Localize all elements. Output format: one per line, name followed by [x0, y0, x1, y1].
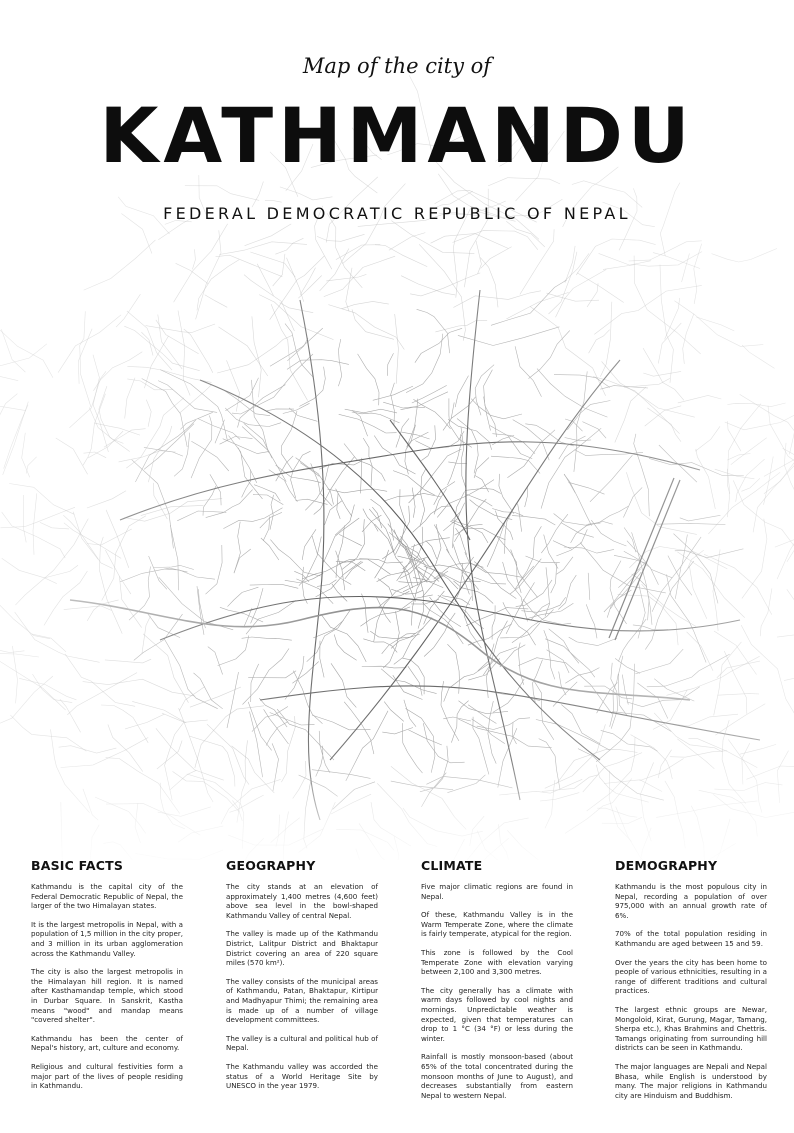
section-climate [421, 858, 573, 1109]
city-title: KATHMANDU [99, 91, 695, 180]
info-columns [0, 858, 794, 1118]
section-paragraph: The valley is a cultural and political hub of Nepal. [226, 1033, 378, 1053]
section-paragraph: The city generally has a climate with warm days followed by cool nights and mornings. Unpredictable weather is expected, given that temperatures can drop to 1 °C (34 °F) or less during the winter. [421, 985, 573, 1043]
section-paragraph: Rainfall is mostly monsoon-based (about 65% of the total concentrated during the monsoon months of June to August), and decreases substantially from eastern Nepal to western Nepal. [421, 1052, 573, 1100]
section-paragraph: The largest ethnic groups are Newar, Mongoloid, Kirat, Gurung, Magar, Tamang, Sherpa etc.), Khas Brahmins and Chettris. Tamangs originating from surrounding hill districts can be seen in Kathmandu. [615, 1004, 767, 1053]
section-heading: GEOGRAPHY [226, 858, 316, 873]
section-demography [615, 858, 767, 1109]
section-paragraph: Over the years the city has been home to people of various ethnicities, resulting in a range of different traditions and cultural practices. [615, 957, 767, 996]
section-paragraph: The Kathmandu valley was accorded the status of a World Heritage Site by UNESCO in the year 1979. [226, 1061, 378, 1091]
section-paragraph: The city stands at an elevation of approximately 1,400 metres (4,600 feet) above sea level in the bowl-shaped Kathmandu Valley of central Nepal. [226, 882, 378, 920]
section-paragraph: Kathmandu is the capital city of the Federal Democratic Republic of Nepal, the larger of the two Himalayan states. [31, 882, 183, 911]
section-paragraph: Religious and cultural festivities form a major part of the lives of people residing in Kathmandu. [31, 1061, 183, 1091]
section-paragraph: 70% of the total population residing in Kathmandu are aged between 15 and 59. [615, 929, 767, 948]
section-heading: CLIMATE [421, 858, 483, 873]
section-paragraph: Five major climatic regions are found in Nepal. [421, 882, 573, 901]
country-name: FEDERAL DEMOCRATIC REPUBLIC OF NEPAL [163, 204, 631, 223]
section-paragraph: The major languages are Nepali and Nepal Bhasa, while English is understood by many. The major religions in Kathmandu city are Hinduism and Buddhism. [615, 1061, 767, 1100]
section-heading: BASIC FACTS [31, 858, 124, 873]
section-geography [226, 858, 378, 1100]
section-paragraph: The valley is made up of the Kathmandu District, Lalitpur District and Bhaktapur District covering an area of 220 square miles (570 km²). [226, 929, 378, 968]
section-heading: DEMOGRAPHY [615, 858, 718, 873]
section-paragraph: The valley consists of the municipal areas of Kathmandu, Patan, Bhaktapur, Kirtipur and Madhyapur Thimi; the remaining area is made up of a number of village development committees. [226, 976, 378, 1025]
section-paragraph: Kathmandu is the most populous city in Nepal, recording a population of over 975,000 with an annual growth rate of 6%. [615, 882, 767, 920]
section-paragraph: The city is also the largest metropolis in the Himalayan hill region. It is named after Kasthamandap temple, which stood in Durbar Square. In Sanskrit, Kastha means "wood" and mandap means "covered shelter". [31, 967, 183, 1025]
section-paragraph: Of these, Kathmandu Valley is in the Warm Temperate Zone, where the climate is fairly temperate, atypical for the region. [421, 910, 573, 939]
map-subtitle: Map of the city of [302, 54, 492, 78]
section-basic-facts [31, 858, 183, 1100]
section-paragraph: This zone is followed by the Cool Temperate Zone with elevation varying between 2,100 and 3,300 metres. [421, 947, 573, 977]
section-paragraph: Kathmandu has been the center of Nepal's history, art, culture and economy. [31, 1033, 183, 1053]
section-paragraph: It is the largest metropolis in Nepal, with a population of 1,5 million in the city proper, and 3 million in its urban agglomeration across the Kathmandu Valley. [31, 919, 183, 958]
